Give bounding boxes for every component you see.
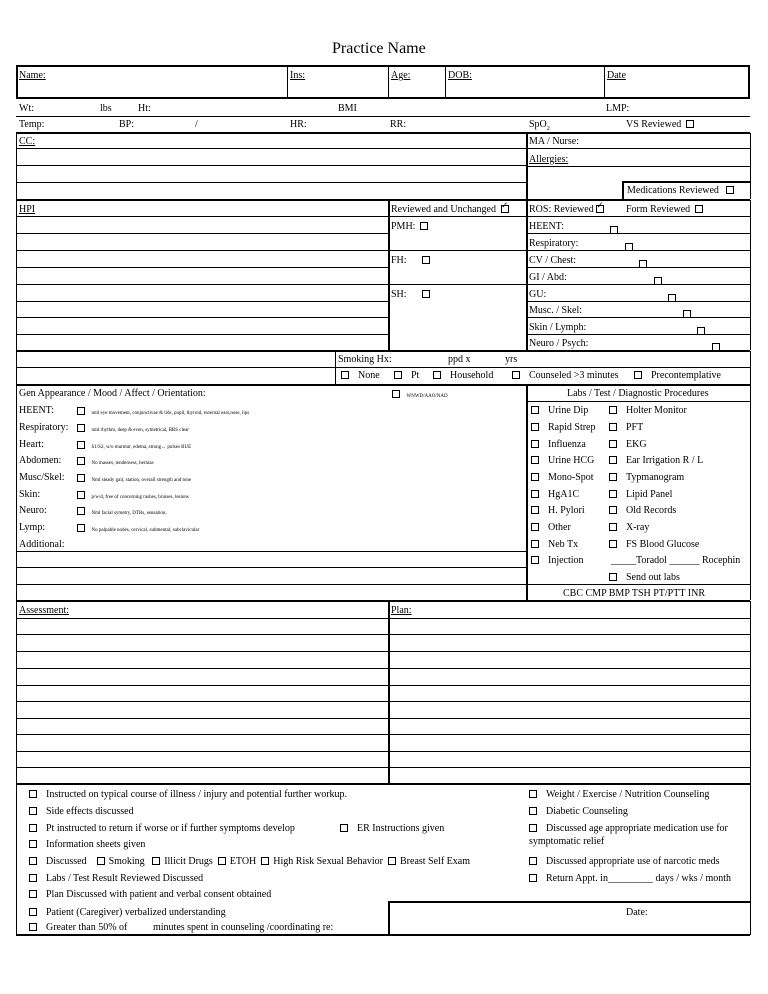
info-checkbox[interactable] — [29, 840, 37, 848]
ros-item: GI / Abd: — [529, 272, 567, 283]
symptomatic-relief: symptomatic relief — [529, 836, 605, 847]
exam-row: Musc/Skel: — [19, 472, 65, 483]
form-reviewed[interactable]: Form Reviewed — [626, 205, 707, 215]
fh-checkbox[interactable] — [422, 256, 430, 264]
exam-row: HEENT: — [19, 405, 55, 416]
ros-item: GU: — [529, 289, 547, 300]
lab-checkbox[interactable] — [531, 556, 539, 564]
smoking-hx-label: Smoking Hx: — [338, 354, 392, 365]
medications-reviewed-checkbox[interactable] — [726, 186, 734, 194]
yrs-label: yrs — [505, 354, 518, 365]
exam-checkbox[interactable] — [77, 424, 85, 432]
ros-item: Musc. / Skel: — [529, 305, 583, 316]
return-appt-option[interactable]: Return Appt. in_________ days / wks / month — [529, 874, 731, 884]
lab-item[interactable]: Lipid Panel — [609, 490, 672, 500]
weight-checkbox[interactable] — [529, 790, 537, 798]
return-appt-checkbox[interactable] — [529, 874, 537, 882]
lab-checkbox[interactable] — [609, 490, 617, 498]
exam-normal-option[interactable]: nml rhythm, deep & even, symetrical, BBS clear — [77, 424, 189, 434]
lab-item[interactable]: Mono-Spot — [531, 473, 594, 483]
diabetic-checkbox[interactable] — [529, 807, 537, 815]
exam-row: Skin: — [19, 489, 41, 500]
exam-normal-option[interactable]: nml eye movement, conjunctivae & lids, pupil, thyroid, external ears,nose, lips — [77, 407, 249, 417]
discussed-checkbox[interactable] — [29, 857, 37, 865]
lab-item[interactable]: Other — [531, 523, 571, 533]
exam-checkbox[interactable] — [77, 491, 85, 499]
reviewed-unchanged-checkbox[interactable] — [501, 205, 509, 213]
ros-item: Respiratory: — [529, 238, 579, 249]
wt-label: Wt: — [19, 103, 34, 114]
instructed-option[interactable]: Instructed on typical course of illness / injury and potential further workup. — [29, 790, 347, 800]
lab-checkbox[interactable] — [609, 406, 617, 414]
hpi-label: HPI — [19, 204, 36, 215]
vs-reviewed[interactable]: VS Reviewed — [626, 120, 698, 130]
ros-reviewed[interactable]: ROS: Reviewed ✓ — [529, 205, 608, 215]
bmi-label: BMI — [338, 103, 357, 114]
lab-checkbox[interactable] — [609, 540, 617, 548]
ros-checkbox[interactable] — [712, 343, 720, 351]
lab-checkbox[interactable] — [609, 506, 617, 514]
discussed-row[interactable]: Discussed Smoking Illicit Drugs ETOH High Risk Sexual Behavior Breast Self Exam — [29, 857, 470, 867]
weight-counseling-option[interactable]: Weight / Exercise / Nutrition Counseling — [529, 790, 709, 800]
exam-checkbox[interactable] — [77, 474, 85, 482]
rr-label: RR: — [390, 119, 407, 130]
lab-item[interactable]: Influenza — [531, 440, 586, 450]
side-effects-checkbox[interactable] — [29, 807, 37, 815]
household-checkbox[interactable] — [433, 371, 441, 379]
send-out-labs[interactable]: Send out labs — [609, 573, 680, 583]
dob-field[interactable]: DOB: — [448, 70, 472, 81]
smoking-none[interactable]: None — [341, 371, 380, 381]
etoh-checkbox[interactable] — [218, 857, 226, 865]
exam-row: Respiratory: — [19, 422, 69, 433]
lab-item[interactable]: Injection — [531, 556, 584, 566]
lab-checkbox[interactable] — [609, 423, 617, 431]
smoking-household[interactable]: Household — [433, 371, 493, 381]
lab-checkbox[interactable] — [531, 473, 539, 481]
smoking-checkbox[interactable] — [97, 857, 105, 865]
ins-field[interactable]: Ins: — [290, 70, 305, 81]
precontemplative-checkbox[interactable] — [634, 371, 642, 379]
reviewed-unchanged[interactable]: Reviewed and Unchanged ✓ — [391, 205, 513, 215]
pt-return-checkbox[interactable] — [29, 824, 37, 832]
ros-item: CV / Chest: — [529, 255, 577, 266]
labs-reviewed-checkbox[interactable] — [29, 874, 37, 882]
temp-label: Temp: — [19, 119, 45, 130]
lmp-label: LMP: — [606, 103, 630, 114]
lab-checkbox[interactable] — [531, 540, 539, 548]
ros-item: Neuro / Psych: — [529, 338, 589, 349]
plan-label: Plan: — [391, 605, 412, 616]
spo2-label: SpO$_2$ — [529, 119, 550, 132]
lab-checkbox[interactable] — [531, 490, 539, 498]
page-title: Practice Name — [332, 40, 426, 57]
fh-field[interactable]: FH: — [391, 256, 434, 266]
bp-label: BP: — [119, 119, 135, 130]
name-field[interactable]: Name: — [19, 70, 46, 81]
greater-checkbox[interactable] — [29, 923, 37, 931]
breast-exam-checkbox[interactable] — [388, 857, 396, 865]
exam-normal-option[interactable]: No masses, tenderness, hernias — [77, 457, 154, 467]
labs-title: Labs / Test / Diagnostic Procedures — [567, 388, 709, 399]
plan-discussed-checkbox[interactable] — [29, 890, 37, 898]
exam-checkbox[interactable] — [77, 524, 85, 532]
lab-item[interactable]: Urine Dip — [531, 406, 588, 416]
lab-item[interactable]: PFT — [609, 423, 643, 433]
plan-discussed-option[interactable]: Plan Discussed with patient and verbal consent obtained — [29, 890, 271, 900]
high-risk-checkbox[interactable] — [261, 857, 269, 865]
lab-checkbox[interactable] — [609, 473, 617, 481]
exam-checkbox[interactable] — [77, 407, 85, 415]
ros-checkbox[interactable] — [654, 277, 662, 285]
lab-item[interactable]: Old Records — [609, 506, 676, 516]
lab-checkbox[interactable] — [609, 456, 617, 464]
ros-item: Skin / Lymph: — [529, 322, 587, 333]
age-med-checkbox[interactable] — [529, 824, 537, 832]
ros-checkbox[interactable] — [668, 294, 676, 302]
lab-item[interactable]: EKG — [609, 440, 647, 450]
bp-slash: / — [195, 119, 198, 130]
ros-checkbox[interactable] — [610, 226, 618, 234]
lab-checkbox[interactable] — [531, 506, 539, 514]
allergies-field[interactable]: Allergies: — [529, 154, 569, 165]
narcotic-option[interactable]: Discussed appropriate use of narcotic meds — [529, 857, 720, 867]
none-checkbox[interactable] — [341, 371, 349, 379]
pt-return-option[interactable]: Pt instructed to return if worse or if further symptoms develop — [29, 824, 295, 834]
narcotic-checkbox[interactable] — [529, 857, 537, 865]
labs-bottom-list: CBC CMP BMP TSH PT/PTT INR — [563, 588, 705, 599]
exam-normal-option[interactable]: Nml steady gait, station, overall strength and tone — [77, 474, 191, 484]
lab-item[interactable]: X-ray — [609, 523, 649, 533]
exam-checkbox[interactable] — [77, 507, 85, 515]
signature-date-field[interactable]: Date: — [626, 907, 648, 918]
counseled-checkbox[interactable] — [512, 371, 520, 379]
instructed-checkbox[interactable] — [29, 790, 37, 798]
exam-row: Heart: — [19, 439, 44, 450]
sh-field[interactable]: SH: — [391, 290, 434, 300]
hr-label: HR: — [290, 119, 307, 130]
verbalized-checkbox[interactable] — [29, 908, 37, 916]
pmh-checkbox[interactable] — [420, 222, 428, 230]
verbalized-option[interactable]: Patient (Caregiver) verbalized understanding — [29, 908, 226, 918]
exam-normal-option[interactable]: No palpable nodes, cervical, submental, subclavicular — [77, 524, 199, 534]
lab-item[interactable]: FS Blood Glucose — [609, 540, 699, 550]
er-checkbox[interactable] — [340, 824, 348, 832]
labs-reviewed-option[interactable]: Labs / Test Result Reviewed Discussed — [29, 874, 203, 884]
ros-reviewed-checkbox[interactable] — [596, 205, 604, 213]
exam-normal-option[interactable]: Nml facial symetry, DTRs, sensation, — [77, 507, 167, 517]
ros-checkbox[interactable] — [625, 243, 633, 251]
ros-checkbox[interactable] — [697, 327, 705, 335]
pt-checkbox[interactable] — [394, 371, 402, 379]
age-field[interactable]: Age: — [391, 70, 411, 81]
exam-row: Lymp: — [19, 522, 46, 533]
exam-checkbox[interactable] — [77, 457, 85, 465]
illicit-checkbox[interactable] — [152, 857, 160, 865]
smoking-pt[interactable]: Pt — [394, 371, 419, 381]
lab-item[interactable]: Neb Tx — [531, 540, 578, 550]
info-sheets-option[interactable]: Information sheets given — [29, 840, 145, 850]
lab-checkbox[interactable] — [609, 523, 617, 531]
diabetic-counseling-option[interactable]: Diabetic Counseling — [529, 807, 628, 817]
side-effects-option[interactable]: Side effects discussed — [29, 807, 134, 817]
gen-appearance-label: Gen Appearance / Mood / Affect / Orientation: — [19, 388, 206, 399]
sh-checkbox[interactable] — [422, 290, 430, 298]
lab-item[interactable]: Holter Monitor — [609, 406, 687, 416]
lab-checkbox[interactable] — [531, 440, 539, 448]
age-med-option[interactable]: Discussed age appropriate medication use for — [529, 824, 728, 834]
lab-item[interactable]: Typmanogram — [609, 473, 684, 483]
send-out-checkbox[interactable] — [609, 573, 617, 581]
assessment-label: Assessment: — [19, 605, 69, 616]
additional-field[interactable]: Additional: — [19, 539, 65, 550]
wnwd-checkbox[interactable] — [392, 390, 400, 398]
lab-checkbox[interactable] — [531, 423, 539, 431]
toradol-rocephin: _____Toradol ______ Rocephin — [611, 555, 741, 566]
exam-checkbox[interactable] — [77, 441, 85, 449]
greater-than-option[interactable]: Greater than 50% of — [29, 923, 127, 933]
lab-checkbox[interactable] — [531, 456, 539, 464]
ppd-label: ppd x — [448, 354, 471, 365]
smoking-counseled[interactable]: Counseled >3 minutes — [512, 371, 619, 381]
minutes-label: minutes spent in counseling /coordinating re: — [153, 922, 334, 933]
exam-row: Neuro: — [19, 505, 47, 516]
vs-reviewed-checkbox[interactable] — [686, 120, 694, 128]
lab-item[interactable]: HgA1C — [531, 490, 579, 500]
lab-checkbox[interactable] — [609, 440, 617, 448]
ros-checkbox[interactable] — [639, 260, 647, 268]
ros-item: HEENT: — [529, 221, 565, 232]
lab-item[interactable]: Ear Irrigation R / L — [609, 456, 703, 466]
er-instructions-option[interactable]: ER Instructions given — [340, 824, 444, 834]
form-reviewed-checkbox[interactable] — [695, 205, 703, 213]
smoking-precontemplative[interactable]: Precontemplative — [634, 371, 721, 381]
patient-header-box — [16, 65, 750, 99]
date-field[interactable]: Date — [607, 70, 626, 81]
medications-reviewed[interactable]: Medications Reviewed — [627, 186, 738, 196]
exam-normal-option[interactable]: p/w/d, free of concerning rashes, bruises, lesions — [77, 491, 189, 501]
ma-nurse-field[interactable]: MA / Nurse: — [529, 136, 579, 147]
lab-item[interactable]: H. Pylori — [531, 506, 585, 516]
lab-checkbox[interactable] — [531, 523, 539, 531]
wnwd-option[interactable]: WNWD/AAO/NAD — [392, 390, 448, 400]
ros-checkbox[interactable] — [683, 310, 691, 318]
lab-checkbox[interactable] — [531, 406, 539, 414]
pmh-field[interactable]: PMH: — [391, 222, 432, 232]
lab-item[interactable]: Rapid Strep — [531, 423, 596, 433]
cc-field[interactable]: CC: — [19, 136, 36, 147]
exam-normal-option[interactable]: S1/S2, w/o murmur, edema, strong↔ pulses BUE — [77, 441, 191, 451]
lab-item[interactable]: Urine HCG — [531, 456, 594, 466]
exam-row: Abdomen: — [19, 455, 62, 466]
lbs-label: lbs — [100, 103, 112, 114]
ht-label: Ht: — [138, 103, 151, 114]
